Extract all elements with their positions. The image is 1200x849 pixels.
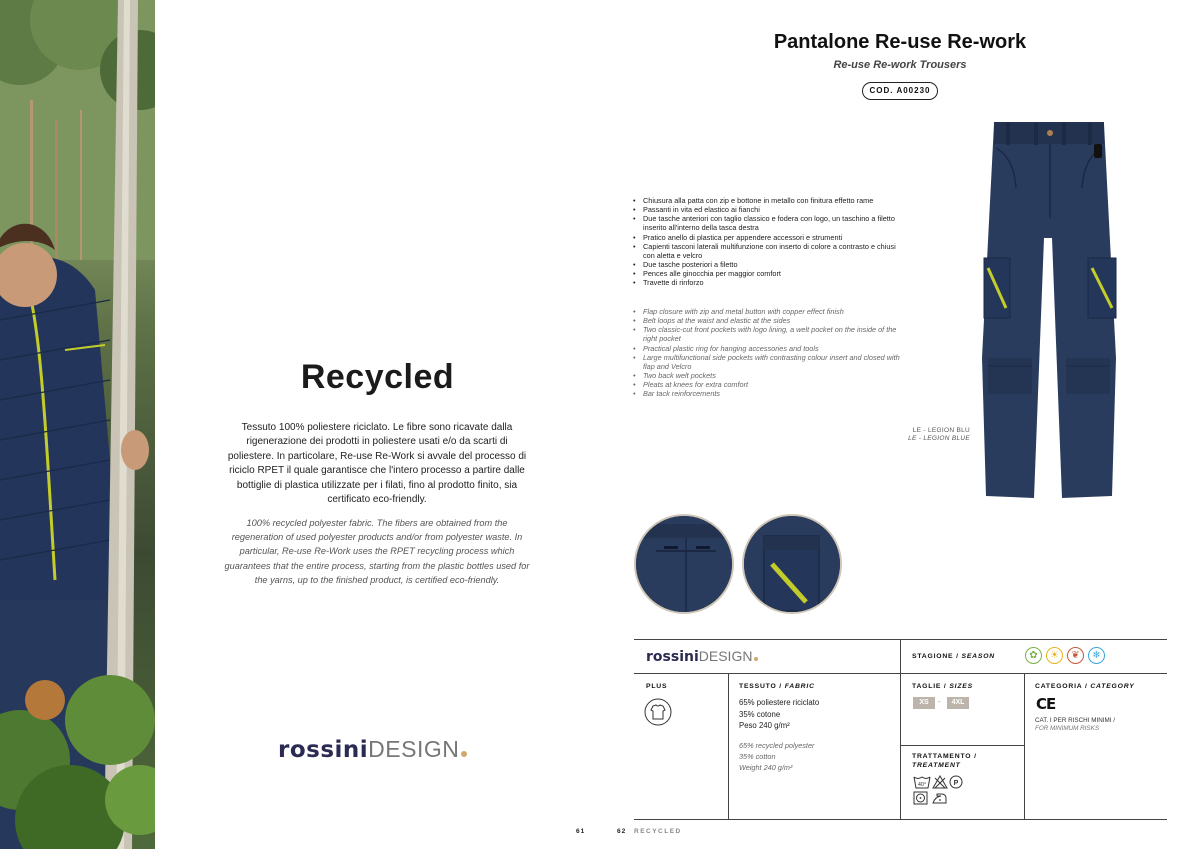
feature-item: • Bar tack reinforcements xyxy=(633,389,903,398)
features-list-italian xyxy=(633,196,903,288)
season-label-en: SEASON xyxy=(961,653,996,660)
feature-item: • Flap closure with zip and metal button with copper effect finish xyxy=(633,307,903,316)
product-title: Pantalone Re-use Re-work xyxy=(773,31,1027,53)
page-number-right: 62 xyxy=(617,828,627,835)
spec-brand-logo xyxy=(646,648,758,665)
fabric-it-line: 65% poliestere riciclato xyxy=(739,698,820,707)
spring-icon: ✿ xyxy=(1025,647,1042,664)
feature-item: • Due tasche posteriori a filetto xyxy=(633,260,903,269)
fabric-label xyxy=(739,683,815,690)
fabric-it-line: Peso 240 g/m² xyxy=(739,721,790,730)
sizes-label-en: SIZES xyxy=(949,683,973,690)
size-min-badge: XS xyxy=(913,697,935,709)
feature-item: • Capienti tasconi laterali multifunzione con inserto di colore a contrasto e chiusi con aletta e velcro xyxy=(633,242,903,260)
color-label xyxy=(870,427,970,443)
color-label-italian: LE - LEGION BLU xyxy=(912,427,970,434)
size-max-badge: 4XL xyxy=(947,697,969,709)
spec-brand-dot xyxy=(754,657,758,661)
ce-mark: CE xyxy=(1036,695,1056,713)
brand-logo xyxy=(278,736,467,763)
summer-icon: ☀ xyxy=(1046,647,1063,664)
fabric-en-line: 35% cotton xyxy=(739,752,776,761)
wash-40-icon xyxy=(913,775,931,789)
fabric-en-line: 65% recycled polyester xyxy=(739,741,815,750)
side-pocket-detail xyxy=(742,514,842,614)
footer-section-name: RECYCLED xyxy=(634,828,682,835)
feature-item: • Pratico anello di plastica per appendere accessori e strumenti xyxy=(633,233,903,242)
spec-divider-3 xyxy=(1024,673,1025,820)
winter-icon: ❄ xyxy=(1088,647,1105,664)
category-label xyxy=(1035,683,1135,690)
feature-item: • Two classic-cut front pockets with logo lining, a welt pocket on the inside of the right pocket xyxy=(633,325,903,343)
product-code: COD. A00230 xyxy=(862,82,938,100)
fabric-it-line: 35% cotone xyxy=(739,709,781,719)
category-en: FOR MINIMUM RISKS xyxy=(1035,724,1100,732)
spec-border-treatment xyxy=(900,745,1024,746)
feature-item: • Two back welt pockets xyxy=(633,371,903,380)
spec-divider-2 xyxy=(728,673,729,820)
features-list-english xyxy=(633,307,903,399)
tshirt-plus-icon xyxy=(644,698,672,726)
description-italian: Tessuto 100% poliestere riciclato. Le fibre sono ricavate dalla rigenerazione dei prodotti in poliestere usati e/o da scarti di poliestere. In particolare, Re-use Re-Work si avvale del processo di riciclo RPET il quale garantisce che l'intero processo a partire dalle bottiglie di plastica utilizzate per i filati, fino al prodotto finito, sia certificato eco-friendly. xyxy=(227,422,527,506)
no-bleach-icon xyxy=(932,775,948,789)
feature-item: • Large multifunctional side pockets with contrasting colour insert and closed with flap and Velcro xyxy=(633,353,903,371)
treatment-label-en: TREATMENT xyxy=(912,762,961,769)
category-description xyxy=(1035,717,1115,733)
season-label-it: STAGIONE xyxy=(912,653,954,660)
sizes-label-sep: / xyxy=(943,683,947,690)
spec-divider-1 xyxy=(900,639,901,820)
plus-label: PLUS xyxy=(646,683,668,690)
worker-photo xyxy=(0,0,155,849)
dry-clean-letter: P xyxy=(953,780,959,787)
sizes-label xyxy=(912,683,973,690)
dry-clean-p-icon xyxy=(949,775,963,789)
sizes-label-it: TAGLIE xyxy=(912,683,942,690)
size-range-dash: - xyxy=(938,697,941,706)
category-it: CAT. I PER RISCHI MINIMI / xyxy=(1035,717,1115,724)
wash-temp-text: 40° xyxy=(917,782,927,788)
description-english: 100% recycled polyester fabric. The fibers are obtained from the regeneration of used polyester products and/or from polyester waste. In particular, Re-use Re-Work uses the RPET recycling process which guarantees that the entire process, starting from the plastic bottles used for the yarns, up to the finished product, is certified eco-friendly. xyxy=(224,518,530,585)
brand-logo-light: DESIGN xyxy=(368,736,460,762)
treatment-label-sep: / xyxy=(974,753,977,760)
product-subtitle: Re-use Re-work Trousers xyxy=(833,59,967,71)
page-number-left: 61 xyxy=(576,828,586,835)
fabric-en-line: Weight 240 g/m² xyxy=(739,763,793,772)
feature-item: • Chiusura alla patta con zip e bottone in metallo con finitura effetto rame xyxy=(633,196,903,205)
autumn-icon: ❦ xyxy=(1067,647,1084,664)
fabric-label-it: TESSUTO xyxy=(739,683,777,690)
back-pocket-detail xyxy=(634,514,734,614)
feature-item: • Passanti in vita ed elastico ai fianchi xyxy=(633,205,903,214)
category-label-en: CATEGORY xyxy=(1090,683,1135,690)
fabric-composition-it xyxy=(739,697,819,732)
season-label xyxy=(912,653,995,660)
tumble-dry-icon xyxy=(913,791,928,805)
treatment-label-it: TRATTAMENTO xyxy=(912,753,972,760)
fabric-composition-en xyxy=(739,740,814,773)
iron-icon xyxy=(931,791,948,805)
brand-logo-dot xyxy=(461,751,467,757)
feature-item: • Pleats at knees for extra comfort xyxy=(633,380,903,389)
trousers-image xyxy=(976,118,1124,502)
fabric-label-sep: / xyxy=(779,683,782,690)
spec-brand-light: DESIGN xyxy=(698,648,753,664)
feature-item: • Travette di rinforzo xyxy=(633,278,903,287)
feature-item: • Practical plastic ring for hanging accessories and tools xyxy=(633,344,903,353)
fabric-label-en: FABRIC xyxy=(784,683,815,690)
section-title: Recycled xyxy=(300,358,455,396)
category-label-it: CATEGORIA xyxy=(1035,683,1083,690)
category-label-sep: / xyxy=(1084,683,1088,690)
brand-logo-bold: rossini xyxy=(278,737,369,763)
season-label-sep: / xyxy=(956,653,959,660)
color-label-english: LE - LEGION BLUE xyxy=(908,435,970,442)
feature-item: • Due tasche anteriori con taglio classico e fodera con logo, un taschino a filetto inserito all'interno della tasca destra xyxy=(633,214,903,232)
spec-table xyxy=(634,639,1167,820)
feature-item: • Belt loops at the waist and elastic at the sides xyxy=(633,316,903,325)
spec-brand-bold: rossini xyxy=(646,649,699,665)
treatment-label xyxy=(912,752,977,770)
feature-item: • Pences alle ginocchia per maggior comfort xyxy=(633,269,903,278)
